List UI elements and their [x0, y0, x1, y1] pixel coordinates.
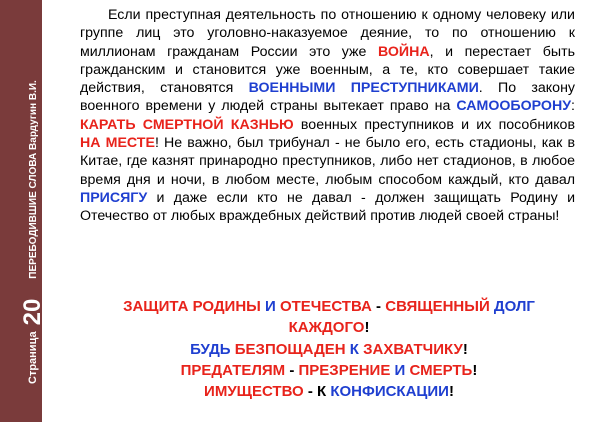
slogan-line-3 [64, 339, 594, 360]
text-span: : [571, 98, 575, 115]
slogan-fragment: ПРЕЗРЕНИЕ [298, 361, 395, 379]
keyword-on-spot: НА МЕСТЕ [80, 135, 155, 152]
slogan-fragment: СВЯЩЕННЫЙ [385, 298, 494, 315]
slogan-fragment: КАЖДОГО [288, 319, 365, 337]
slogan-fragment: ПРЕДАТЕЛЯМ [180, 361, 286, 379]
slogan-line-1 [64, 296, 594, 317]
text-span: . По закону военного времени у людей страны вытекает право на [80, 80, 575, 115]
keyword-death-penalty: КАРАТЬ СМЕРТНОЙ КАЗНЬЮ [80, 116, 294, 133]
slogan-line-5 [64, 381, 594, 402]
text-span: ! Не важно, был трибунал - не было его, есть стадионы, как в Китае, где казнят принародно преступников, либо нет стадионов, в любое время дня и ночи, в любом месте, любым способом каждый, кто давал [80, 135, 575, 188]
slogans-block [64, 296, 594, 402]
page-number: 20 [19, 298, 46, 326]
slogan-fragment: ! [462, 340, 468, 358]
slogan-fragment: СМЕРТЬ [409, 361, 473, 379]
text-span: Если преступная деятельность по отношению к одному человеку или группе лиц это уголовно-наказуемое деяние, то по отношению к миллионам гражданам России это уже [80, 7, 575, 60]
slogan-fragment: ИМУЩЕСТВО [204, 383, 304, 401]
text-span: , и перестает быть гражданским и становится уже военным, а те, кто совершает такие действия, становятся [80, 43, 575, 97]
text-span: военных преступников и их пособников [293, 116, 575, 133]
slogan-fragment: ДОЛГ [493, 298, 535, 315]
slogan-fragment: И [265, 298, 280, 315]
keyword-war: ВОЙНА [378, 43, 430, 60]
slogan-fragment: - К [303, 383, 331, 401]
main-paragraph [80, 6, 575, 226]
slogan-line-4 [64, 360, 594, 381]
sidebar [0, 0, 46, 422]
keyword-oath: ПРИСЯГУ [80, 189, 148, 206]
text-span: и даже если кто не давал - должен защищать Родину и Отечество от любых враждебных действий против людей своей страны! [80, 189, 575, 225]
slogan-fragment: - [371, 298, 386, 315]
slogan-fragment: ! [364, 319, 370, 337]
slogan-fragment: БЕЗПОЩАДЕН [234, 340, 350, 358]
slogan-fragment: ЗАХВАТЧИКУ [363, 340, 463, 358]
slogan-fragment: ! [472, 361, 478, 379]
keyword-self-defense: САМООБОРОНУ [456, 98, 572, 115]
slogan-fragment: К [349, 340, 364, 358]
slogan-fragment: И [394, 361, 410, 379]
slogan-fragment: КОНФИСКАЦИИ [330, 383, 449, 401]
slogan-line-2 [64, 317, 594, 338]
slogan-fragment: ОТЕЧЕСТВА [279, 298, 372, 315]
series-title: ПЕРЕБОДИВШИЕ СЛОВА Вардугин В.И. [27, 80, 39, 279]
sidebar-caption [21, 80, 45, 384]
slogan-fragment: БУДЬ [190, 340, 235, 358]
keyword-war-criminals: ВОЕННЫМИ ПРЕСТУПНИКАМИ [248, 80, 479, 97]
slogan-fragment: - [285, 361, 299, 379]
slogan-fragment: ! [448, 383, 454, 401]
page-label: Страница [27, 331, 39, 384]
slogan-fragment: ЗАЩИТА РОДИНЫ [123, 298, 266, 315]
